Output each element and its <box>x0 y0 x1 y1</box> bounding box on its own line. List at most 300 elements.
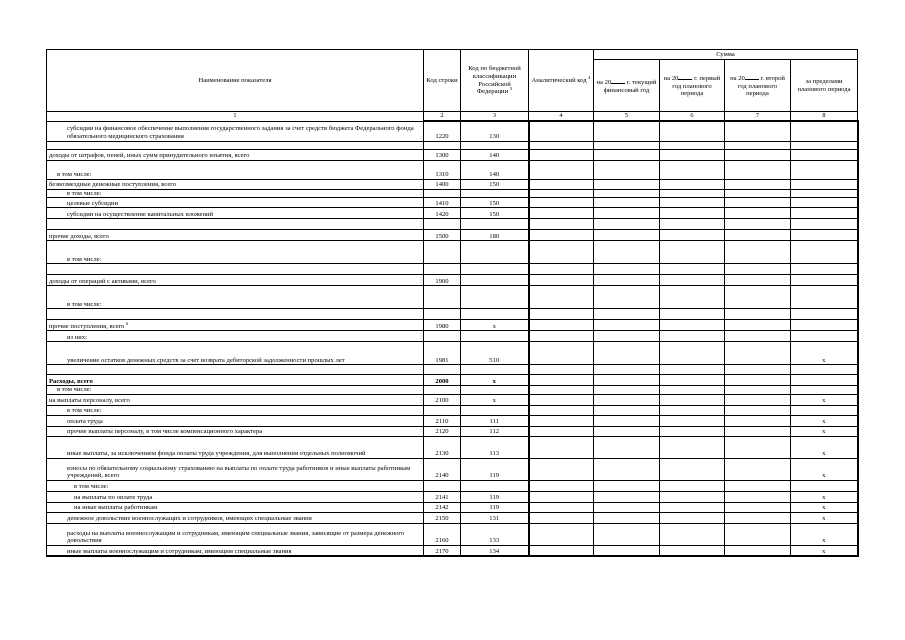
indicator-name: в том числе: <box>67 300 102 308</box>
line-code-cell: 1300 <box>424 149 461 160</box>
sum-first-plan-cell[interactable] <box>660 375 725 386</box>
sum-current-cell[interactable] <box>594 415 660 426</box>
sum-second-plan-cell[interactable] <box>725 286 791 309</box>
sum-beyond-cell <box>791 149 858 160</box>
sum-current-cell[interactable] <box>594 320 660 331</box>
sum-beyond-cell: х <box>791 394 858 405</box>
line-code-cell: 2120 <box>424 426 461 436</box>
table-row <box>47 149 858 160</box>
sum-beyond-cell <box>791 141 858 149</box>
sum-first-plan-cell[interactable] <box>660 286 725 309</box>
sum-beyond-cell <box>791 375 858 386</box>
header-first-plan-year: на 20 г. первый год планового периода <box>660 60 725 112</box>
indicator-name: оплата труда <box>67 418 103 426</box>
sum-beyond-cell <box>791 208 858 219</box>
sum-second-plan-cell[interactable] <box>725 230 791 241</box>
table-row <box>47 189 858 198</box>
sum-first-plan-cell[interactable] <box>660 275 725 286</box>
indicator-name-cell <box>47 286 424 309</box>
table-row <box>47 405 858 415</box>
table-row <box>47 264 858 275</box>
sum-beyond-cell: х <box>791 342 858 365</box>
sum-beyond-cell <box>791 286 858 309</box>
sum-second-plan-cell[interactable] <box>725 241 791 264</box>
line-code-cell <box>424 286 461 309</box>
indicator-name-cell <box>47 458 424 480</box>
sum-current-cell[interactable] <box>594 241 660 264</box>
sum-current-cell[interactable] <box>594 149 660 160</box>
table-body <box>47 121 858 556</box>
sum-first-plan-cell[interactable] <box>660 219 725 230</box>
sum-second-plan-cell[interactable] <box>725 149 791 160</box>
indicator-name: из них: <box>67 333 87 341</box>
sum-current-cell[interactable] <box>594 480 660 491</box>
analytic-code-cell <box>529 386 594 395</box>
sum-beyond-cell <box>791 189 858 198</box>
sum-current-cell[interactable] <box>594 436 660 458</box>
sum-current-cell[interactable] <box>594 426 660 436</box>
sum-current-cell[interactable] <box>594 365 660 375</box>
indicator-name: иные выплаты, за исключением фонда оплаты труда учреждения, для выполнения отдельных полномочий <box>67 450 366 458</box>
analytic-code-cell <box>529 426 594 436</box>
analytic-code-cell <box>529 458 594 480</box>
sum-first-plan-cell[interactable] <box>660 189 725 198</box>
sum-current-cell[interactable] <box>594 331 660 342</box>
footnote-mark: 6 <box>126 320 129 326</box>
sum-second-plan-cell[interactable] <box>725 375 791 386</box>
table-row <box>47 491 858 502</box>
analytic-code-cell <box>529 394 594 405</box>
sum-first-plan-cell[interactable] <box>660 436 725 458</box>
sum-second-plan-cell[interactable] <box>725 264 791 275</box>
sum-current-cell[interactable] <box>594 160 660 179</box>
analytic-code-cell <box>529 179 594 189</box>
indicator-name: в том числе: <box>67 189 102 197</box>
table-row <box>47 141 858 149</box>
sum-beyond-cell <box>791 179 858 189</box>
sum-current-cell[interactable] <box>594 523 660 545</box>
budget-code-cell <box>461 189 529 198</box>
table-row <box>47 286 858 309</box>
sum-first-plan-cell[interactable] <box>660 230 725 241</box>
budget-code-cell: 112 <box>461 426 529 436</box>
sum-second-plan-cell[interactable] <box>725 365 791 375</box>
sum-second-plan-cell[interactable] <box>725 502 791 512</box>
budget-code-cell <box>461 480 529 491</box>
sum-current-cell[interactable] <box>594 230 660 241</box>
sum-beyond-cell <box>791 264 858 275</box>
sum-first-plan-cell[interactable] <box>660 426 725 436</box>
analytic-code-cell <box>529 342 594 365</box>
sum-current-cell[interactable] <box>594 512 660 523</box>
sum-first-plan-cell[interactable] <box>660 121 725 141</box>
table-row <box>47 275 858 286</box>
indicator-name: доходы от штрафов, пеней, иных сумм принудительного изъятия, всего <box>49 151 250 159</box>
sum-current-cell[interactable] <box>594 491 660 502</box>
budget-form-sheet <box>46 49 857 557</box>
indicator-name-cell <box>47 149 424 160</box>
line-code-cell: 1220 <box>424 121 461 141</box>
table-row <box>47 545 858 556</box>
sum-beyond-cell <box>791 331 858 342</box>
indicator-name: в том числе: <box>67 407 102 415</box>
indicator-name: в том числе: <box>57 170 92 178</box>
budget-code-cell: 134 <box>461 545 529 556</box>
analytic-code-cell <box>529 141 594 149</box>
budget-code-cell <box>461 275 529 286</box>
analytic-code-cell <box>529 121 594 141</box>
table-row <box>47 219 858 230</box>
line-code-cell: 2150 <box>424 512 461 523</box>
budget-code-cell <box>461 264 529 275</box>
analytic-code-cell <box>529 230 594 241</box>
sum-first-plan-cell[interactable] <box>660 264 725 275</box>
sum-current-cell[interactable] <box>594 458 660 480</box>
indicator-name: доходы от операций с активами, всего <box>49 277 156 285</box>
sum-current-cell[interactable] <box>594 375 660 386</box>
line-code-cell <box>424 405 461 415</box>
analytic-code-cell <box>529 219 594 230</box>
sum-first-plan-cell[interactable] <box>660 491 725 502</box>
indicator-name-cell <box>47 375 424 386</box>
indicator-name: иные выплаты военнослужащим и сотрудникам, имеющим специальные звания <box>67 547 292 555</box>
indicator-name: прочие поступления, всего <box>49 322 125 330</box>
line-code-cell <box>424 386 461 395</box>
indicator-name-cell <box>47 502 424 512</box>
line-code-cell <box>424 219 461 230</box>
budget-code-cell <box>461 141 529 149</box>
table-row <box>47 121 858 141</box>
sum-second-plan-cell[interactable] <box>725 480 791 491</box>
sum-current-cell[interactable] <box>594 179 660 189</box>
indicator-name: безвозмездные денежные поступления, всего <box>49 180 177 188</box>
budget-code-cell: 133 <box>461 523 529 545</box>
sum-second-plan-cell[interactable] <box>725 458 791 480</box>
sum-beyond-cell <box>791 405 858 415</box>
analytic-code-cell <box>529 160 594 179</box>
sum-current-cell[interactable] <box>594 386 660 395</box>
sum-beyond-cell <box>791 241 858 264</box>
table-row <box>47 436 858 458</box>
line-code-cell: 1980 <box>424 320 461 331</box>
table-row <box>47 386 858 395</box>
indicator-name-cell <box>47 426 424 436</box>
indicator-name: субсидии на осуществление капитальных вложений <box>67 210 214 218</box>
sum-second-plan-cell[interactable] <box>725 523 791 545</box>
analytic-code-cell <box>529 309 594 320</box>
sum-current-cell[interactable] <box>594 309 660 320</box>
analytic-code-cell <box>529 365 594 375</box>
line-code-cell: 2142 <box>424 502 461 512</box>
analytic-code-cell <box>529 436 594 458</box>
analytic-code-cell <box>529 275 594 286</box>
table-row <box>47 365 858 375</box>
line-code-cell: 2000 <box>424 375 461 386</box>
sum-first-plan-cell[interactable] <box>660 480 725 491</box>
table-row <box>47 502 858 512</box>
sum-current-cell[interactable] <box>594 275 660 286</box>
sum-first-plan-cell[interactable] <box>660 458 725 480</box>
budget-code-cell: х <box>461 320 529 331</box>
sum-first-plan-cell[interactable] <box>660 365 725 375</box>
sum-second-plan-cell[interactable] <box>725 394 791 405</box>
budget-code-cell <box>461 286 529 309</box>
sum-second-plan-cell[interactable] <box>725 309 791 320</box>
budget-code-cell: х <box>461 375 529 386</box>
table-row <box>47 426 858 436</box>
indicator-name: денежное довольствие военнослужащих и сотрудников, имеющих специальные звания <box>67 515 312 523</box>
table-row <box>47 342 858 365</box>
table-row <box>47 160 858 179</box>
col-num: 7 <box>725 112 791 122</box>
analytic-code-cell <box>529 415 594 426</box>
indicator-name-cell <box>47 189 424 198</box>
sum-second-plan-cell[interactable] <box>725 189 791 198</box>
indicator-name-cell <box>47 320 424 331</box>
sum-beyond-cell: х <box>791 545 858 556</box>
line-code-cell: 2110 <box>424 415 461 426</box>
sum-second-plan-cell[interactable] <box>725 320 791 331</box>
sum-first-plan-cell[interactable] <box>660 342 725 365</box>
table-row <box>47 309 858 320</box>
sum-beyond-cell: х <box>791 502 858 512</box>
sum-first-plan-cell[interactable] <box>660 241 725 264</box>
sum-second-plan-cell[interactable] <box>725 342 791 365</box>
sum-first-plan-cell[interactable] <box>660 523 725 545</box>
sum-second-plan-cell[interactable] <box>725 512 791 523</box>
sum-current-cell[interactable] <box>594 405 660 415</box>
sum-current-cell[interactable] <box>594 189 660 198</box>
col-num: 4 <box>529 112 594 122</box>
indicator-name-cell <box>47 480 424 491</box>
line-code-cell: 1420 <box>424 208 461 219</box>
table-row <box>47 331 858 342</box>
indicator-name-cell <box>47 264 424 275</box>
sum-second-plan-cell[interactable] <box>725 275 791 286</box>
sum-beyond-cell <box>791 365 858 375</box>
sum-beyond-cell <box>791 275 858 286</box>
sum-first-plan-cell[interactable] <box>660 208 725 219</box>
sum-beyond-cell <box>791 309 858 320</box>
column-numbers-row <box>47 112 858 122</box>
sum-first-plan-cell[interactable] <box>660 149 725 160</box>
header-name: Наименование показателя <box>47 50 424 112</box>
analytic-code-cell <box>529 264 594 275</box>
header-budget-code: Код по бюджетной классификации Российской Федерации $^3$ <box>461 50 529 112</box>
sum-current-cell[interactable] <box>594 264 660 275</box>
analytic-code-cell <box>529 331 594 342</box>
sum-beyond-cell: х <box>791 415 858 426</box>
budget-code-cell <box>461 386 529 395</box>
sum-current-cell[interactable] <box>594 286 660 309</box>
analytic-code-cell <box>529 545 594 556</box>
sum-first-plan-cell[interactable] <box>660 394 725 405</box>
sum-current-cell[interactable] <box>594 219 660 230</box>
sum-beyond-cell: х <box>791 523 858 545</box>
table-row <box>47 241 858 264</box>
indicator-name: взносы по обязательному социальному страхованию на выплаты по оплате труда работников и иные выплаты работникам учреждений, всего <box>67 464 411 480</box>
table-row <box>47 512 858 523</box>
indicator-name-cell <box>47 179 424 189</box>
budget-code-cell: 119 <box>461 491 529 502</box>
indicators-table <box>46 49 859 557</box>
analytic-code-cell <box>529 502 594 512</box>
budget-code-cell: 131 <box>461 512 529 523</box>
header-analytic-code: Аналитический код $^4$ <box>529 50 594 112</box>
sum-current-cell[interactable] <box>594 121 660 141</box>
indicator-name-cell <box>47 331 424 342</box>
budget-code-cell: 140 <box>461 149 529 160</box>
sum-second-plan-cell[interactable] <box>725 331 791 342</box>
line-code-cell: 1400 <box>424 179 461 189</box>
line-code-cell <box>424 309 461 320</box>
sum-first-plan-cell[interactable] <box>660 415 725 426</box>
sum-second-plan-cell[interactable] <box>725 208 791 219</box>
budget-code-cell <box>461 309 529 320</box>
line-code-cell <box>424 365 461 375</box>
sum-first-plan-cell[interactable] <box>660 502 725 512</box>
indicator-name: в том числе: <box>74 483 109 491</box>
sum-second-plan-cell[interactable] <box>725 141 791 149</box>
sum-second-plan-cell[interactable] <box>725 219 791 230</box>
indicator-name-cell <box>47 365 424 375</box>
sum-second-plan-cell[interactable] <box>725 198 791 208</box>
analytic-code-cell <box>529 241 594 264</box>
sum-beyond-cell: х <box>791 491 858 502</box>
table-row <box>47 230 858 241</box>
line-code-cell <box>424 264 461 275</box>
budget-code-cell: 140 <box>461 160 529 179</box>
sum-first-plan-cell[interactable] <box>660 198 725 208</box>
indicator-name-cell <box>47 219 424 230</box>
budget-code-cell: 111 <box>461 415 529 426</box>
sum-beyond-cell: х <box>791 458 858 480</box>
analytic-code-cell <box>529 286 594 309</box>
indicator-name: Расходы, всего <box>49 377 93 385</box>
indicator-name-cell <box>47 230 424 241</box>
sum-current-cell[interactable] <box>594 208 660 219</box>
indicator-name-cell <box>47 208 424 219</box>
budget-code-cell: 150 <box>461 198 529 208</box>
line-code-cell: 1310 <box>424 160 461 179</box>
table-row <box>47 198 858 208</box>
table-row <box>47 208 858 219</box>
line-code-cell: 1410 <box>424 198 461 208</box>
line-code-cell: 2160 <box>424 523 461 545</box>
table-row <box>47 320 858 331</box>
indicator-name: расходы на выплаты военнослужащим и сотрудникам, имеющим специальные звания, зависящие от размера денежного довольствия <box>67 529 405 545</box>
sum-current-cell[interactable] <box>594 198 660 208</box>
header-sum: Сумма <box>594 50 858 60</box>
sum-beyond-cell <box>791 198 858 208</box>
sum-beyond-cell <box>791 219 858 230</box>
line-code-cell <box>424 141 461 149</box>
sum-beyond-cell <box>791 480 858 491</box>
sum-beyond-cell <box>791 320 858 331</box>
budget-code-cell: 113 <box>461 436 529 458</box>
sum-first-plan-cell[interactable] <box>660 179 725 189</box>
sum-first-plan-cell[interactable] <box>660 512 725 523</box>
analytic-code-cell <box>529 375 594 386</box>
sum-second-plan-cell[interactable] <box>725 436 791 458</box>
table-row <box>47 523 858 545</box>
col-num: 3 <box>461 112 529 122</box>
indicator-name-cell <box>47 241 424 264</box>
analytic-code-cell <box>529 189 594 198</box>
sum-second-plan-cell[interactable] <box>725 545 791 556</box>
table-row <box>47 415 858 426</box>
indicator-name-cell <box>47 386 424 395</box>
indicator-name: прочие выплаты персоналу, в том числе компенсационного характера <box>67 428 263 436</box>
line-code-cell <box>424 480 461 491</box>
sum-second-plan-cell[interactable] <box>725 491 791 502</box>
table-row <box>47 179 858 189</box>
analytic-code-cell <box>529 512 594 523</box>
indicator-name: в том числе: <box>57 386 92 394</box>
sum-second-plan-cell[interactable] <box>725 415 791 426</box>
line-code-cell: 2141 <box>424 491 461 502</box>
sum-first-plan-cell[interactable] <box>660 141 725 149</box>
sum-current-cell[interactable] <box>594 342 660 365</box>
indicator-name: на выплаты персоналу, всего <box>49 397 130 405</box>
header-beyond-plan: за пределами планового периода <box>791 60 858 112</box>
col-num: 1 <box>47 112 424 122</box>
sum-first-plan-cell[interactable] <box>660 545 725 556</box>
budget-code-cell: 119 <box>461 502 529 512</box>
indicator-name-cell <box>47 523 424 545</box>
sum-second-plan-cell[interactable] <box>725 179 791 189</box>
sum-current-cell[interactable] <box>594 545 660 556</box>
sum-second-plan-cell[interactable] <box>725 121 791 141</box>
analytic-code-cell <box>529 405 594 415</box>
sum-beyond-cell <box>791 230 858 241</box>
sum-beyond-cell <box>791 121 858 141</box>
indicator-name-cell <box>47 275 424 286</box>
analytic-code-cell <box>529 320 594 331</box>
sum-second-plan-cell[interactable] <box>725 160 791 179</box>
sum-beyond-cell: х <box>791 512 858 523</box>
sum-second-plan-cell[interactable] <box>725 386 791 395</box>
sum-second-plan-cell[interactable] <box>725 405 791 415</box>
sum-first-plan-cell[interactable] <box>660 405 725 415</box>
indicator-name-cell <box>47 491 424 502</box>
sum-second-plan-cell[interactable] <box>725 426 791 436</box>
analytic-code-cell <box>529 523 594 545</box>
indicator-name: целевые субсидии <box>67 199 119 207</box>
col-num: 5 <box>594 112 660 122</box>
line-code-cell: 1981 <box>424 342 461 365</box>
budget-code-cell: 150 <box>461 208 529 219</box>
budget-code-cell: 130 <box>461 121 529 141</box>
table-header <box>47 50 858 122</box>
sum-first-plan-cell[interactable] <box>660 160 725 179</box>
analytic-code-cell <box>529 480 594 491</box>
sum-current-cell[interactable] <box>594 394 660 405</box>
sum-first-plan-cell[interactable] <box>660 320 725 331</box>
sum-first-plan-cell[interactable] <box>660 331 725 342</box>
budget-code-cell: 119 <box>461 458 529 480</box>
indicator-name-cell <box>47 160 424 179</box>
indicator-name-cell <box>47 415 424 426</box>
indicator-name-cell <box>47 198 424 208</box>
sum-current-cell[interactable] <box>594 502 660 512</box>
budget-code-cell: 180 <box>461 230 529 241</box>
sum-current-cell[interactable] <box>594 141 660 149</box>
line-code-cell: 2130 <box>424 436 461 458</box>
sum-beyond-cell: х <box>791 436 858 458</box>
sum-first-plan-cell[interactable] <box>660 309 725 320</box>
sum-first-plan-cell[interactable] <box>660 386 725 395</box>
